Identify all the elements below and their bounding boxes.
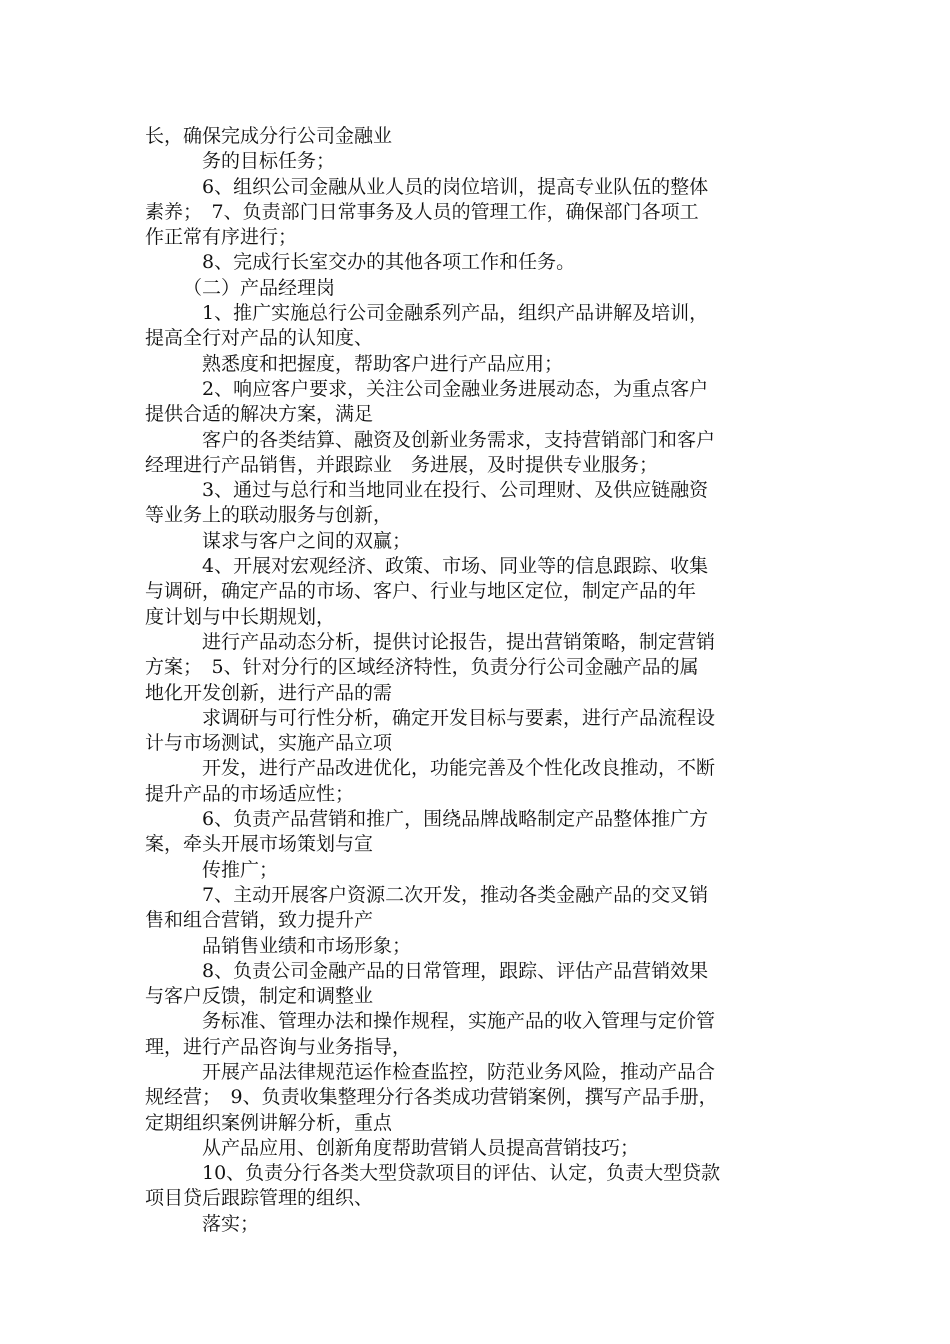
text-line: 8、完成行长室交办的其他各项工作和任务。: [202, 251, 576, 274]
text-line: 经理进行产品销售，并跟踪业 务进展，及时提供专业服务；: [145, 453, 659, 476]
text-line: 2、响应客户要求，关注公司金融业务进展动态，为重点客户: [202, 377, 709, 400]
text-line: 8、负责公司金融产品的日常管理，跟踪、评估产品营销效果: [202, 959, 709, 982]
text-line: 方案； 5、针对分行的区域经济特性，负责分行公司金融产品的属: [145, 656, 699, 679]
text-line: 求调研与可行性分析，确定开发目标与要素，进行产品流程设: [202, 706, 716, 729]
text-line: 4、开展对宏观经济、政策、市场、同业等的信息跟踪、收集: [202, 555, 709, 578]
text-line: 10、负责分行各类大型贷款项目的评估、认定，负责大型贷款: [202, 1162, 721, 1185]
text-line: 落实；: [202, 1212, 260, 1235]
text-line: 与客户反馈，制定和调整业: [145, 985, 374, 1008]
text-line: 项目贷后跟踪管理的组织、: [145, 1187, 374, 1210]
document-body: [145, 124, 810, 1237]
text-line: 提供合适的解决方案，满足: [145, 403, 374, 426]
text-line: 地化开发创新，进行产品的需: [145, 681, 393, 704]
text-line: 开展产品法律规范运作检查监控，防范业务风险，推动产品合: [202, 1060, 716, 1083]
text-line: 传推广；: [202, 858, 279, 881]
text-line: 等业务上的联动服务与创新，: [145, 504, 393, 527]
text-line: 从产品应用、创新角度帮助营销人员提高营销技巧；: [202, 1136, 640, 1159]
section-heading: （二）产品经理岗: [183, 276, 336, 299]
text-line: 3、通过与总行和当地同业在投行、公司理财、及供应链融资: [202, 479, 709, 502]
text-line: 务标准、管理办法和操作规程，实施产品的收入管理与定价管: [202, 1010, 716, 1033]
text-line: 熟悉度和把握度，帮助客户进行产品应用；: [202, 352, 564, 375]
text-line: 7、主动开展客户资源二次开发，推动各类金融产品的交叉销: [202, 883, 709, 906]
text-line: 度计划与中长期规划，: [145, 605, 336, 628]
text-line: 进行产品动态分析，提供讨论报告，提出营销策略，制定营销: [202, 630, 716, 653]
text-line: 定期组织案例讲解分析，重点: [145, 1111, 393, 1134]
text-line: 务的目标任务；: [202, 150, 336, 173]
text-line: 6、组织公司金融从业人员的岗位培训，提高专业队伍的整体: [202, 175, 709, 198]
text-line: 规经营； 9、负责收集整理分行各类成功营销案例，撰写产品手册，: [145, 1086, 718, 1109]
text-line: 6、负责产品营销和推广，围绕品牌战略制定产品整体推广方: [202, 808, 709, 831]
text-line: 作正常有序进行；: [145, 226, 298, 249]
text-line: 开发，进行产品改进优化，功能完善及个性化改良推动，不断: [202, 757, 716, 780]
text-line: 1、推广实施总行公司金融系列产品，组织产品讲解及培训，: [202, 302, 709, 325]
text-line: 品销售业绩和市场形象；: [202, 934, 412, 957]
text-line: 客户的各类结算、融资及创新业务需求，支持营销部门和客户: [202, 428, 716, 451]
text-line: 售和组合营销，致力提升产: [145, 909, 374, 932]
text-line: 与调研，确定产品的市场、客户、行业与地区定位，制定产品的年: [145, 580, 697, 603]
text-line: 理，进行产品咨询与业务指导，: [145, 1035, 412, 1058]
text-line: 案，牵头开展市场策划与宣: [145, 833, 374, 856]
text-line: 提高全行对产品的认知度、: [145, 327, 374, 350]
text-line: 谋求与客户之间的双赢；: [202, 529, 412, 552]
text-line: 提升产品的市场适应性；: [145, 782, 355, 805]
text-line: 长，确保完成分行公司金融业: [145, 125, 393, 147]
text-line: 素养； 7、负责部门日常事务及人员的管理工作，确保部门各项工: [145, 200, 699, 223]
text-line: 计与市场测试，实施产品立项: [145, 732, 393, 755]
